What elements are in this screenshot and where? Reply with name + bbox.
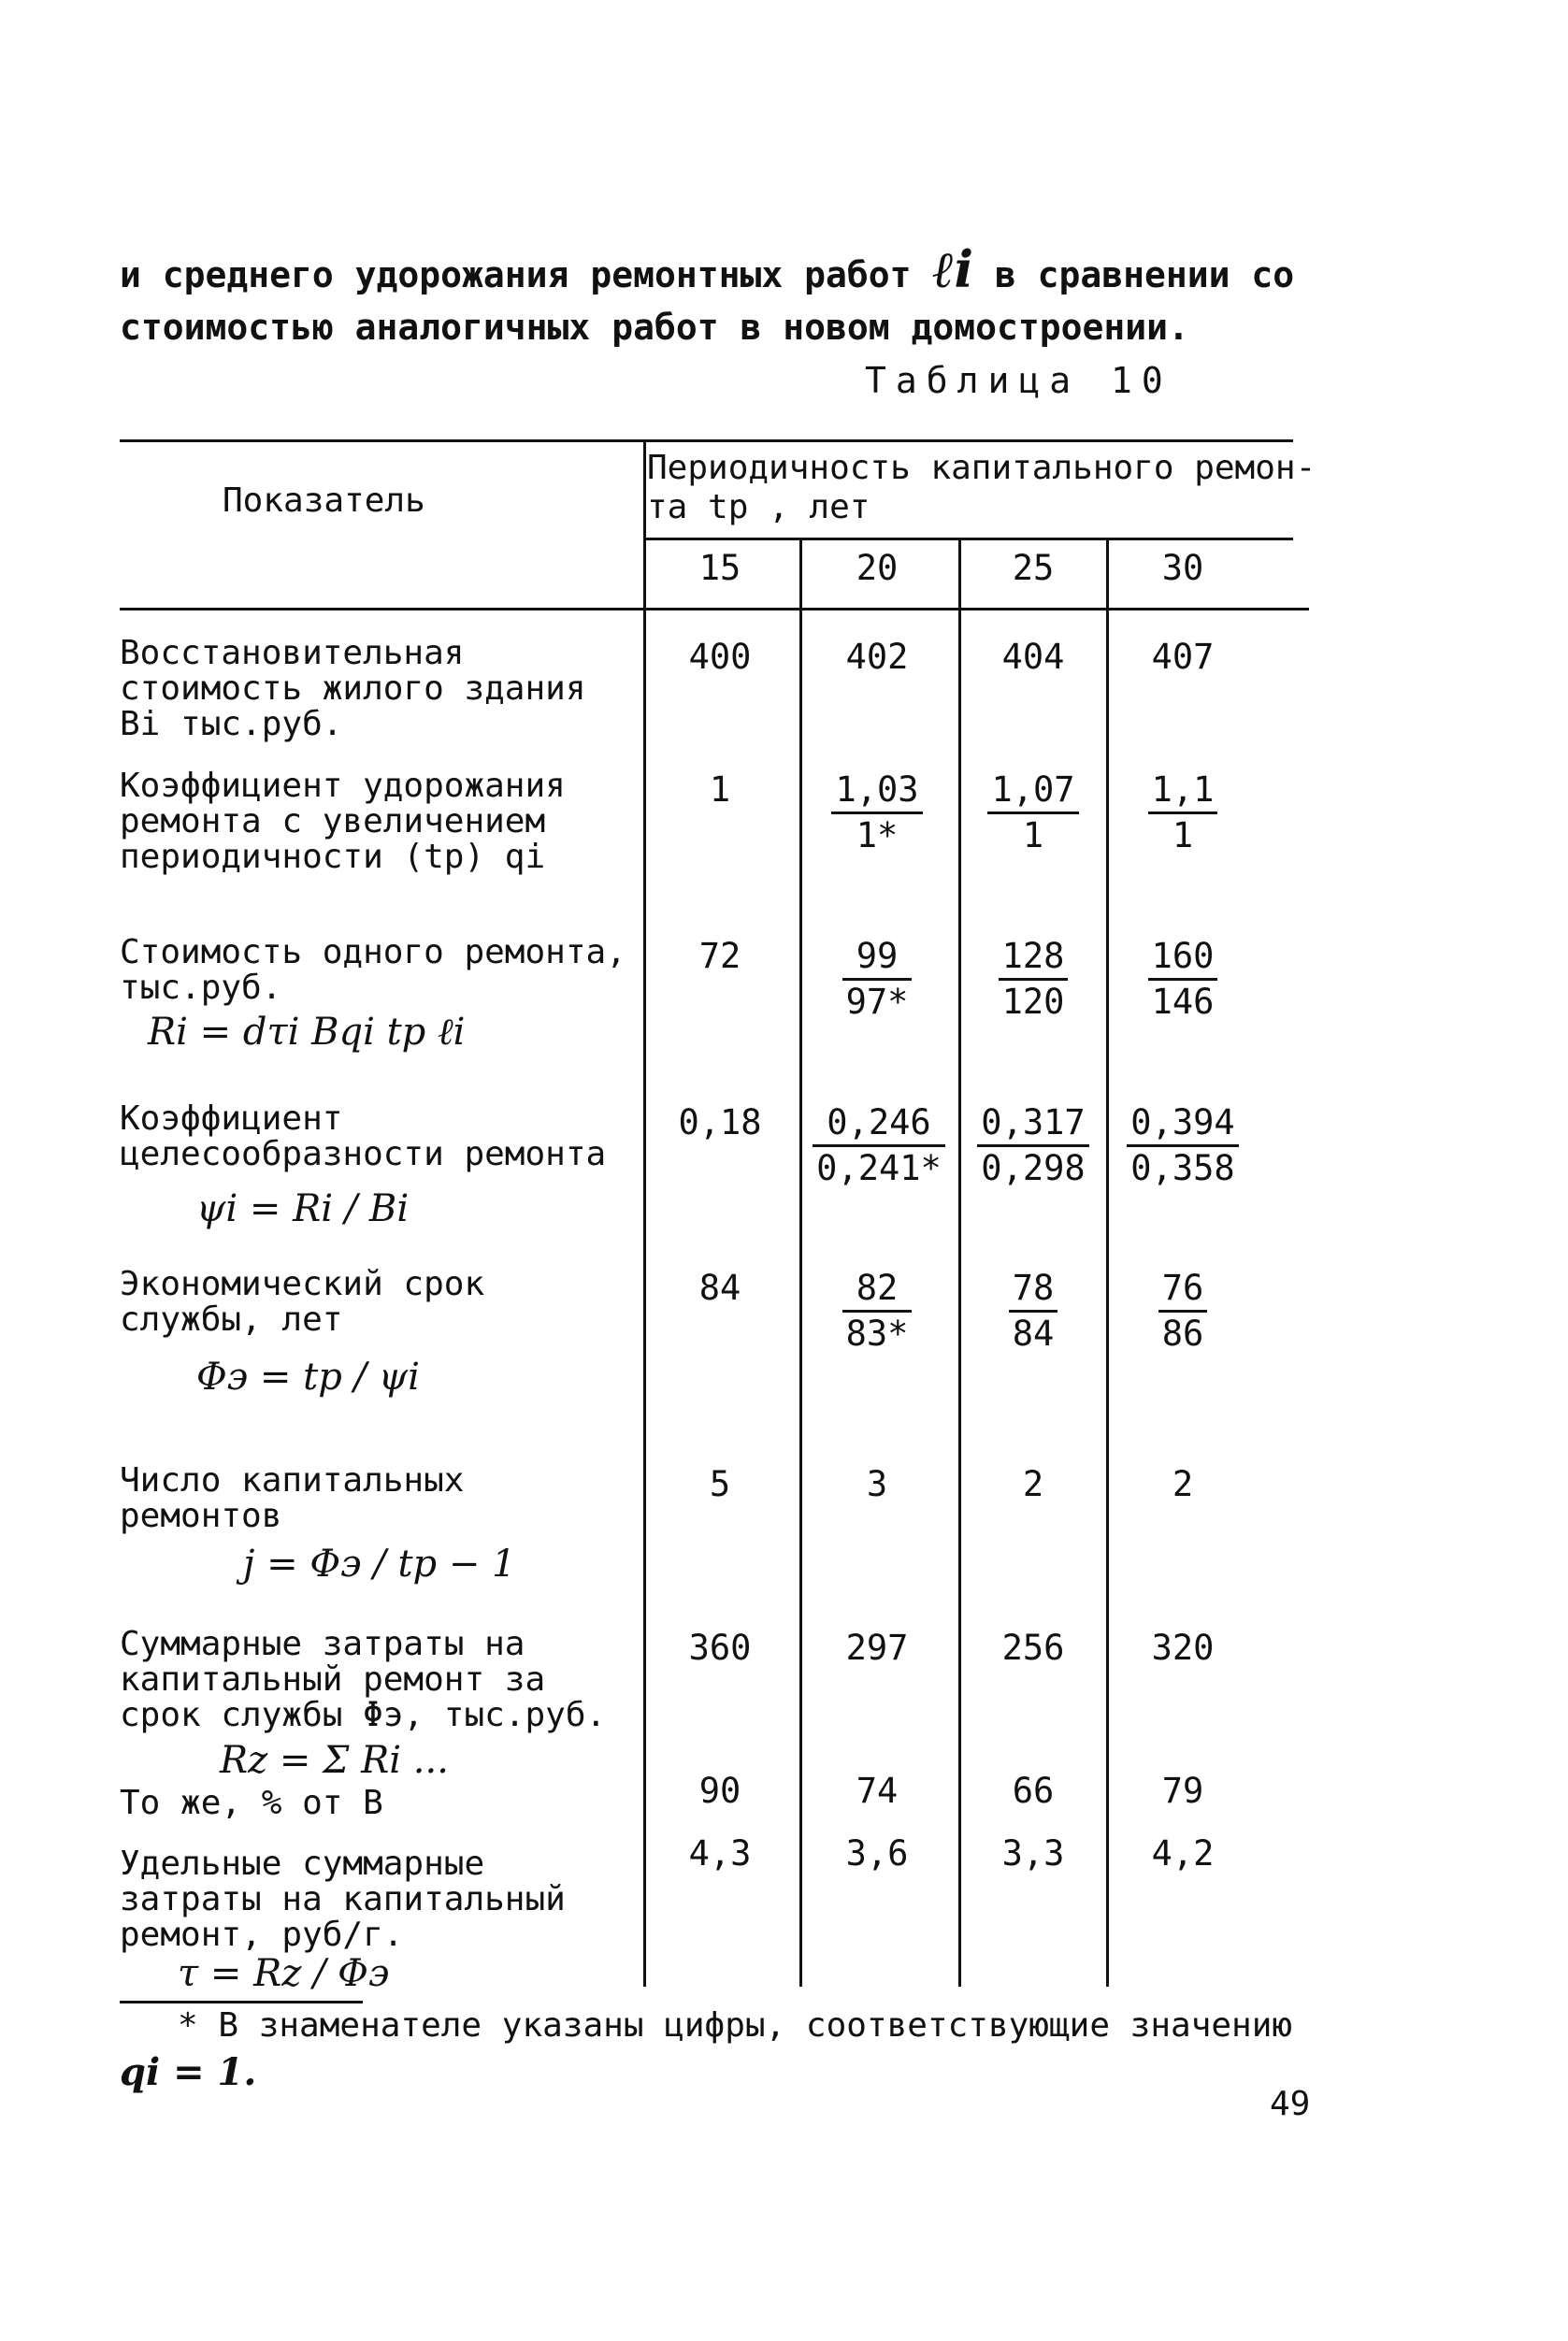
row-label-service-life: Экономический срок службы, лет: [120, 1265, 485, 1339]
value-r7-c30: 79: [1161, 1771, 1204, 1811]
value-r0-c20: 402: [845, 637, 909, 677]
value-r4-c25-num: 78: [1009, 1267, 1058, 1313]
header-year-20: 20: [856, 548, 899, 588]
col-divider-3: [958, 540, 961, 1987]
value-r1-c30: [1117, 768, 1248, 857]
row-label-total-percent: То же, % от B: [120, 1784, 383, 1822]
value-r4-c15: 84: [698, 1268, 741, 1308]
value-r1-c20: [812, 768, 942, 857]
value-r3-c20-den: 0,241*: [816, 1148, 942, 1188]
row-label-cost-increase-coef: Коэффициент удорожания ремонта с увеличением периодичности (tр) qi: [120, 767, 566, 876]
value-r7-c25: 66: [1012, 1771, 1055, 1811]
value-r0-c15: 400: [688, 637, 752, 677]
value-r3-c20-num: 0,246: [813, 1101, 945, 1147]
table-caption: Таблица 10: [865, 360, 1172, 401]
value-r0-c25: 404: [1001, 637, 1065, 677]
col-divider-1: [643, 439, 646, 1987]
header-mid-rule: [643, 538, 1293, 540]
footnote: [120, 2003, 1335, 2096]
value-r8-c25: 3,3: [1001, 1833, 1065, 1874]
value-r2-c30-den: 146: [1151, 982, 1215, 1022]
value-r4-c20: [812, 1267, 942, 1356]
formula-expediency-coef: ψi = Ri / Bi: [196, 1187, 410, 1230]
value-r5-c30: 2: [1172, 1464, 1194, 1504]
row-label-specific-costs: Удельные суммарные затраты на капитальный ремонт, руб/г.: [120, 1845, 566, 1954]
value-r3-c25: [963, 1101, 1103, 1190]
intro-line-2: стоимостью аналогичных работ в новом домостроении.: [120, 307, 1189, 348]
value-r4-c20-num: 82: [842, 1267, 913, 1313]
value-r6-c25: 256: [1001, 1628, 1065, 1668]
formula-single-repair-cost: Ri = dτi Bqi tр ℓi: [148, 1011, 466, 1054]
value-r3-c25-num: 0,317: [977, 1101, 1088, 1147]
page-number: 49: [1270, 2085, 1311, 2123]
value-r5-c15: 5: [709, 1464, 731, 1504]
value-r4-c20-den: 83*: [845, 1314, 909, 1354]
formula-service-life: Φэ = tр / ψi: [196, 1356, 420, 1399]
value-r1-c25: [968, 768, 1099, 857]
value-r0-c30: 407: [1151, 637, 1215, 677]
value-r2-c20-den: 97*: [845, 982, 909, 1022]
col-divider-4: [1106, 540, 1109, 1987]
footnote-line-1: * В знаменателе указаны цифры, соответствующие значению: [178, 2006, 1293, 2045]
value-r2-c25-num: 128: [999, 935, 1069, 981]
row-label-expediency-coef: Коэффициент целесообразности ремонта: [120, 1099, 607, 1173]
row-label-repairs-count: Число капитальных ремонтов: [120, 1461, 465, 1535]
header-group-label-1: Периодичность капитального ремон-: [647, 449, 1316, 487]
value-r3-c30-den: 0,358: [1130, 1148, 1235, 1188]
row-label-single-repair-cost: Стоимость одного ремонта, тыс.руб.: [120, 933, 626, 1007]
value-r8-c30: 4,2: [1151, 1833, 1215, 1874]
intro-line-1-tail: в сравнении со: [994, 254, 1295, 295]
header-bottom-rule: [120, 608, 1309, 610]
table-top-rule: [120, 439, 1293, 442]
value-r4-c25-den: 84: [1012, 1314, 1055, 1354]
value-r1-c25-den: 1: [1022, 815, 1044, 855]
value-r1-c20-num: 1,03: [831, 768, 922, 814]
value-r6-c20: 297: [845, 1628, 909, 1668]
value-r2-c25-den: 120: [1001, 982, 1065, 1022]
value-r2-c20-num: 99: [842, 935, 913, 981]
col-divider-2: [799, 540, 802, 1987]
header-year-25: 25: [1012, 548, 1055, 588]
value-r3-c25-den: 0,298: [981, 1148, 1086, 1188]
value-r4-c25: [968, 1267, 1099, 1356]
value-r1-c15: 1: [709, 769, 731, 810]
value-r1-c25-num: 1,07: [987, 768, 1078, 814]
value-r7-c15: 90: [698, 1771, 741, 1811]
header-group-label-2: та tр , лет: [647, 488, 870, 526]
footnote-line-2: qi = 1.: [120, 2050, 257, 2094]
value-r3-c20: [804, 1101, 954, 1190]
value-r4-c30: [1117, 1267, 1248, 1356]
value-r3-c15: 0,18: [678, 1102, 762, 1142]
intro-symbol: ℓi: [932, 239, 973, 299]
value-r6-c30: 320: [1151, 1628, 1215, 1668]
value-r1-c30-den: 1: [1172, 815, 1194, 855]
formula-specific-costs: τ = Rz / Φэ: [178, 1952, 390, 1995]
value-r3-c30: [1117, 1101, 1248, 1190]
value-r2-c25: [968, 935, 1099, 1024]
header-group-label: [647, 449, 1316, 527]
header-col-label: Показатель: [223, 481, 425, 520]
value-r2-c30: [1117, 935, 1248, 1024]
value-r3-c30-num: 0,394: [1127, 1101, 1238, 1147]
header-year-30: 30: [1161, 548, 1204, 588]
formula-total-costs: Rz = Σ Ri ...: [220, 1739, 449, 1782]
intro-line-1-text: и среднего удорожания ремонтных работ: [120, 254, 912, 295]
value-r2-c15: 72: [698, 936, 741, 976]
row-label-total-costs: Суммарные затраты на капитальный ремонт за срок службы Φэ, тыс.руб.: [120, 1625, 607, 1734]
row-label-restoration-cost: Восстановительная стоимость жилого здания Bi тыс.руб.: [120, 634, 586, 743]
value-r6-c15: 360: [688, 1628, 752, 1668]
value-r7-c20: 74: [856, 1771, 899, 1811]
value-r5-c25: 2: [1022, 1464, 1044, 1504]
value-r4-c30-den: 86: [1161, 1314, 1204, 1354]
header-year-15: 15: [698, 548, 741, 588]
value-r8-c20: 3,6: [845, 1833, 909, 1874]
value-r1-c30-num: 1,1: [1148, 768, 1218, 814]
value-r2-c20: [812, 935, 942, 1024]
value-r1-c20-den: 1*: [856, 815, 899, 855]
value-r5-c20: 3: [866, 1464, 888, 1504]
intro-paragraph: [120, 239, 1295, 353]
formula-repairs-count: j = Φэ / tр − 1: [243, 1543, 516, 1586]
value-r8-c15: 4,3: [688, 1833, 752, 1874]
value-r2-c30-num: 160: [1148, 935, 1218, 981]
value-r4-c30-num: 76: [1158, 1267, 1208, 1313]
intro-line-1: [120, 239, 1295, 301]
